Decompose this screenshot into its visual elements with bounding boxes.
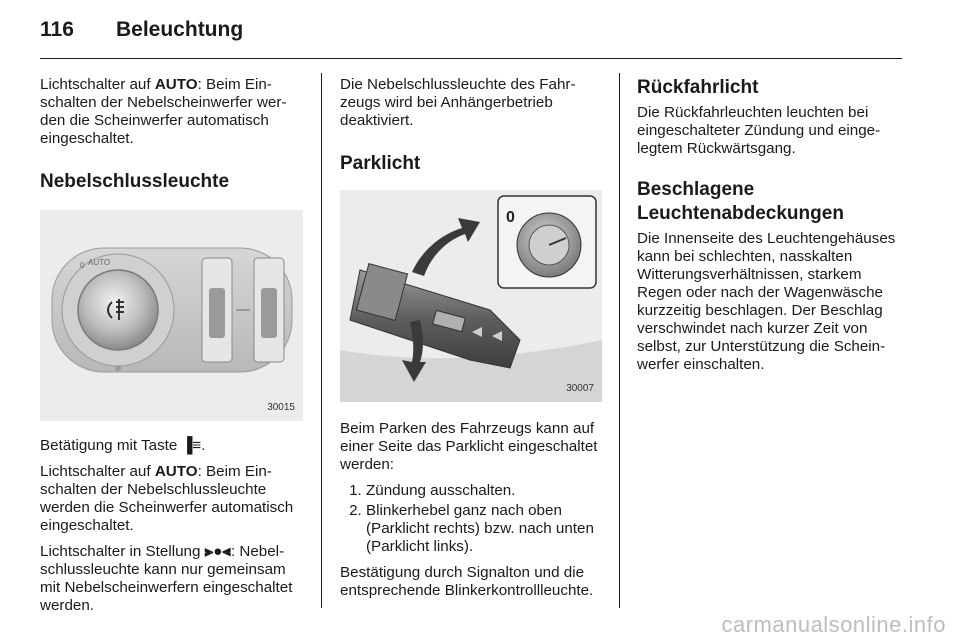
figure-light-switch (40, 210, 303, 421)
paragraph-button: Betätigung mit Taste ▐≡. (40, 437, 206, 454)
column-1 (40, 76, 306, 623)
column-3 (637, 76, 905, 382)
watermark: carmanualsonline.info (721, 612, 946, 637)
indicator-stalk-illustration (340, 190, 602, 402)
paragraph-position (40, 543, 306, 615)
fog-rear-symbol-icon: ▐≡ (181, 437, 202, 454)
page-number: 116 (40, 18, 74, 41)
header-rule (40, 58, 902, 59)
text: : Nebelschlussleuchte kann nur gemeinsam mit Nebelscheinwerfern eingeschaltet werden. (40, 543, 293, 614)
section-heading-parking-light: Parklicht (340, 153, 421, 174)
section-heading-fog-rear: Nebelschlussleuchte (40, 171, 230, 192)
figure-number: 30007 (566, 383, 594, 394)
inset-dial (498, 196, 596, 288)
list-item: 2. Blinkerhebel ganz nach oben (Parklicht rechts) bzw. nach unten (Parklicht links). (366, 502, 606, 556)
paragraph-confirmation: Bestätigung durch Signalton und die entsprechende Blinkerkontrollleuchte. (340, 564, 594, 599)
auto-label: AUTO (154, 76, 198, 93)
text: Lichtschalter auf (40, 76, 155, 93)
paragraph-parking: Beim Parken des Fahrzeugs kann auf einer Seite das Parklicht eingeschaltet werden: (340, 420, 598, 473)
section-heading-fogged-covers: Beschlagene Leuchtenabdeckungen (637, 179, 844, 224)
figure-indicator-stalk (340, 190, 602, 402)
zero-marking: 0 (506, 209, 515, 226)
zero-marking: 0 (80, 261, 85, 270)
thumbwheel-left (202, 258, 232, 362)
paragraph-auto (40, 463, 306, 535)
column-divider-1 (321, 73, 322, 608)
auto-marking: AUTO (88, 258, 111, 267)
light-switch-illustration (40, 210, 303, 421)
paragraph-fogged-covers: Die Innenseite des Leuchtengehäuses kann bei schlechten, nasskalten Witterungsverhältnissen, starkem Regen oder nach der Wagenwäsche kurzzeitig beschlagen. Der Beschlag verschwindet nach kurzer Zeit von selbst, zur Unterstützung die Scheinwerfer einschalten. (637, 230, 896, 373)
text: : Beim Einschalten der Nebelschlussleuchte werden die Scheinwerfer automatisch eingeschaltet. (40, 463, 294, 534)
auto-label: AUTO (154, 463, 198, 480)
page-header (40, 18, 243, 48)
text: Betätigung mit Taste (40, 437, 182, 454)
paragraph-reversing: Die Rückfahrleuchten leuchten bei eingeschalteter Zündung und eingelegtem Rückwärtsgang. (637, 104, 881, 157)
text: : Beim Einschalten der Nebelscheinwerfer werden die Scheinwerfer automatisch eingeschaltet. (40, 76, 287, 147)
page-title: Beleuchtung (116, 18, 244, 41)
text: Lichtschalter auf (40, 463, 155, 480)
list-item: 1. Zündung ausschalten. (366, 482, 606, 500)
steps-list (340, 482, 606, 556)
text: Lichtschalter in Stellung (40, 543, 205, 560)
figure-number: 30015 (267, 402, 295, 413)
column-divider-2 (619, 73, 620, 608)
column-2 (340, 76, 606, 608)
thumbwheel-right (254, 258, 284, 362)
intro-paragraph: Die Nebelschlussleuchte des Fahrzeugs wird bei Anhängerbetrieb deaktiviert. (340, 76, 576, 129)
sidelight-symbol-icon: ⫸●⫷ (204, 543, 231, 560)
section-heading-reversing-light: Rückfahrlicht (637, 77, 759, 98)
intro-paragraph (40, 76, 306, 148)
